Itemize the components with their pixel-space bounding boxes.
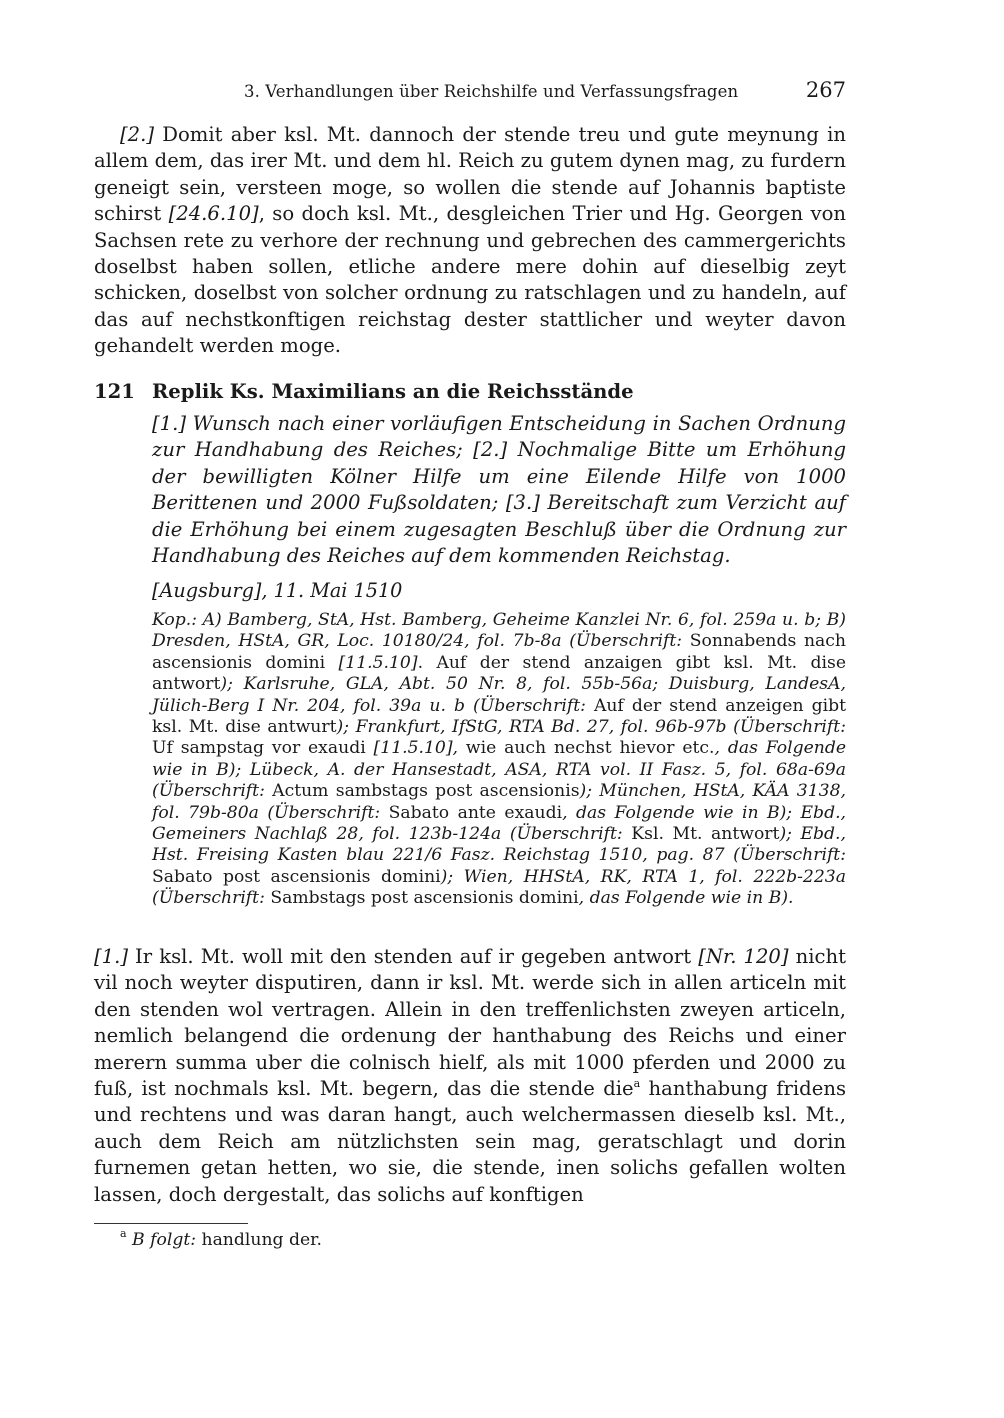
running-head (94, 78, 846, 108)
document-number: 121 (94, 380, 135, 403)
kop-part: ); Frankfurt, IfStG, RTA Bd. 27, fol. 96b-97b (Überschrift: (336, 717, 846, 738)
main-text (94, 944, 846, 1208)
kop-part: ); Ebd., Hst. Freising Kasten blau 221/6 Fasz. Reichstag 1510, pag. 87 (Überschrift: (152, 824, 846, 866)
kop-part: Auf der stend anzeigen gibt ksl. Mt. dise antwurt (152, 695, 846, 738)
kop-part: , das Folgende wie in B); Ebd., Gemeiners Nachlaß 28, fol. 123b-124a (Überschrift: (152, 802, 846, 845)
footnote-label-mark: a (120, 1227, 127, 1241)
kop-part: ); Karlsruhe, GLA, Abt. 50 Nr. 8, fol. 55b-56a; Duisburg, LandesA, Jülich-Berg I Nr. 204, fol. 39a u. b (Überschrift: (152, 674, 846, 716)
kop-part: Uf sampstag vor exaudi (152, 738, 374, 759)
document-title: Replik Ks. Maximilians an die Reichsstände (152, 380, 634, 403)
intro-text-1: Domit aber ksl. Mt. dannoch der stende treu und gute meynung in allem dem, das irer Mt. und dem hl. Reich zu gutem dynen mag, zu furdern geneigt sein, versteen moge, so wollen die stende auf Johannis baptiste schirst (94, 123, 846, 226)
document-heading (94, 379, 846, 405)
intro-paragraph (94, 122, 846, 360)
section-marker: [1.] (94, 945, 128, 968)
running-head-title: 3. Verhandlungen über Reichshilfe und Verfassungsfragen (244, 82, 739, 101)
dateline: [Augsburg], 11. Mai 1510 (152, 579, 403, 602)
footnote (120, 1229, 322, 1251)
footnote-text: handlung der. (196, 1230, 322, 1250)
regest: [1.] Wunsch nach einer vorläufigen Entscheidung in Sachen Ordnung zur Handhabung des Reiches; [2.] Nochmalige Bitte um Erhöhung der bewilligten Kölner Hilfe um eine Eilende Hilfe von 1000 Berittenen und 2000 Fußsoldaten; [3.] Bereitschaft zum Verzicht auf die Erhöhung bei einem zugesagten Beschluß über die Ordnung zur Handhabung des Reiches auf dem kommenden Reichstag. (152, 412, 846, 568)
kop-part: Sabato post ascensionis domini (152, 866, 441, 887)
main-text-3: hanthabung fridens und rechtens und was daran hangt, auch welchermassen dieselb ksl. Mt., auch dem Reich am nützlichsten sein mag, geratschlagt und dorin furnemen getan hetten, wo sie, die stende, inen solichs gefallen wolten lassen, doch dergestalt, das solichs auf konftigen (94, 1077, 846, 1206)
kop-part: ); München, HStA, KÄA 3138, fol. 79b-80a (Überschrift: (152, 781, 846, 823)
section-marker: [2.] (120, 123, 154, 146)
copies-apparatus (152, 610, 846, 910)
main-text-1: Ir ksl. Mt. woll mit den stenden auf ir gegeben antwort (127, 945, 699, 968)
page-number: 267 (805, 78, 846, 102)
main-text-2: nicht vil noch weyter disputiren, dann ir ksl. Mt. werde sich in allen articeln mit den stenden wol vertragen. Allein in den treffenlichsten zweyen articeln, nemlich belangend die ordenung der hanthabung des Reichs und einer merern summa uber die colnisch hielf, als mit 1000 pferden und 2000 zu fuß, ist nochmals ksl. Mt. begern, das die stende die (94, 945, 846, 1101)
kop-part: [11.5.10] (338, 652, 418, 673)
kop-part: ); Wien, HHStA, RK, RTA 1, fol. 222b-223a (Überschrift: (152, 866, 846, 909)
kop-part: Sonnabends nach ascensionis domini (152, 631, 846, 673)
footnote-mark[interactable]: a (633, 1076, 641, 1090)
kop-part: wie auch nechst hievor etc. (458, 738, 715, 759)
kop-part: Actum sambstags post ascensionis (272, 781, 580, 802)
kop-part: Kop.: A) Bamberg, StA, Hst. Bamberg, Geheime Kanzlei Nr. 6, fol. 259a u. b; B) Dresden, HStA, GR, Loc. 10180/24, fol. 7b-8a (Überschrift: (152, 610, 846, 652)
kop-part: Sambstags post ascensionis domini (270, 888, 579, 909)
kop-part: , das Folgende wie in B); Lübeck, A. der Hansestadt, ASA, RTA vol. II Fasz. 5, fol. 68a-69a (Überschrift: (152, 738, 846, 802)
footnote-label: B folgt: (132, 1230, 197, 1250)
kop-part: Ksl. Mt. antwort (631, 824, 780, 845)
footnote-rule (94, 1223, 248, 1224)
intro-date: [24.6.10] (168, 202, 259, 226)
kop-part: Sabato ante exaudi (388, 802, 563, 823)
kop-part: [11.5.10], (373, 738, 459, 759)
kop-part: . Auf der stend anzaigen gibt ksl. Mt. dise antwort (152, 652, 846, 695)
cross-reference: [Nr. 120] (698, 945, 789, 968)
kop-part: , das Folgende wie in B). (578, 888, 794, 909)
intro-text-2: , so doch ksl. Mt., desgleichen Trier und Hg. Georgen von Sachsen rete zu verhore der rechnung und gebrechen des cammergerichts doselbst haben sollen, etliche andere mere dohin auf dieselbig zeyt schicken, doselbst von solcher ordnung zu ratschlagen und zu handeln, auf das auf nechstkonftigen reichstag dester stattlicher und weyter davon gehandelt werden moge. (94, 202, 846, 358)
